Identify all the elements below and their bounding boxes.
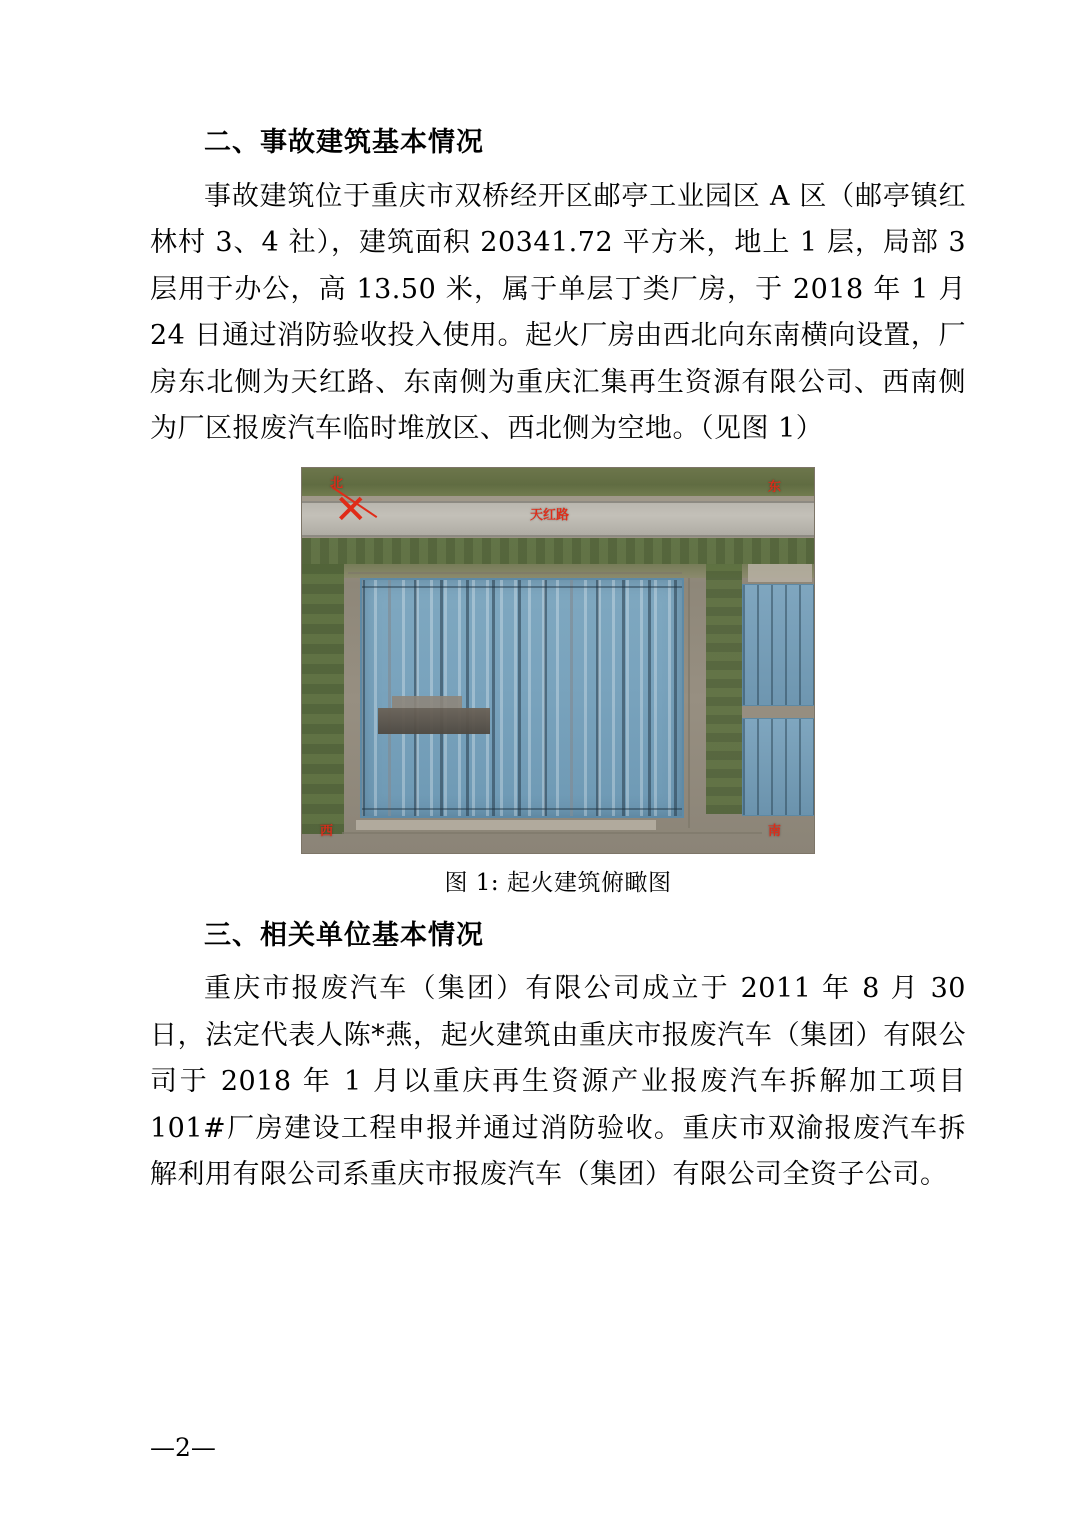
photo-vegetation-top: [302, 468, 814, 496]
photo-road-edge-top: [302, 501, 814, 503]
photo-label-north: 北: [330, 475, 344, 491]
photo-yard-line-1: [348, 572, 682, 574]
photo-label-road: 天红路: [530, 507, 570, 523]
section-paragraph-3: 重庆市报废汽车（集团）有限公司成立于 2011 年 8 月 30 日，法定代表人陈*燕，起火建筑由重庆市报废汽车（集团）有限公司于 2018 年 1 月以重庆再生资源产业报废汽车拆解加工项目 101#厂房建设工程申报并通过消防验收。重庆市双渝报废汽车拆解利用有限公司系重庆市报废汽车（集团）有限公司全资子公司。: [150, 973, 966, 1191]
roof-edge-line-bottom: [362, 808, 682, 810]
section-heading-2: 二、事故建筑基本情况: [204, 127, 484, 158]
photo-hedge: [302, 538, 814, 564]
roof-damage-area: [378, 708, 490, 734]
roof-edge-line-top: [362, 586, 682, 588]
photo-debris-1: [748, 564, 812, 582]
page-number: —2—: [150, 1433, 216, 1462]
photo-right-vegetation: [706, 564, 742, 814]
aerial-photo: [301, 467, 815, 854]
photo-yard-line-2: [688, 578, 690, 828]
photo-label-south: 南: [768, 823, 782, 839]
figure-caption: 图 1: 起火建筑俯瞰图: [444, 869, 672, 896]
fire-location-x-mark: ✕: [334, 486, 368, 533]
photo-left-vegetation: [302, 564, 344, 834]
photo-label-east: 东: [768, 479, 782, 495]
section-heading-3: 三、相关单位基本情况: [204, 919, 484, 951]
photo-main-factory-roof: [360, 578, 684, 818]
photo-road-edge-bottom: [302, 535, 814, 537]
photo-label-west: 西: [320, 823, 334, 839]
figure-1: [150, 467, 966, 897]
photo-debris-2: [356, 820, 656, 830]
section-paragraph-2: 事故建筑位于重庆市双桥经开区邮亭工业园区 A 区（邮亭镇红林村 3、4 社），建筑面积 20341.72 平方米，地上 1 层，局部 3 层用于办公，高 13.50 米，属于单层丁类厂房，于 2018 年 1 月 24 日通过消防验收投入使用。起火厂房由西北向东南横向设置，厂房东北侧为天红路、东南侧为重庆汇集再生资源有限公司、西南侧为厂区报废汽车临时堆放区、西北侧为空地。（见图 1）: [150, 180, 966, 445]
photo-yard-line-3: [342, 832, 762, 834]
roof-damage-area-secondary: [392, 696, 462, 708]
photo-adjacent-building-south: [742, 718, 815, 816]
photo-adjacent-building-north: [742, 584, 815, 706]
